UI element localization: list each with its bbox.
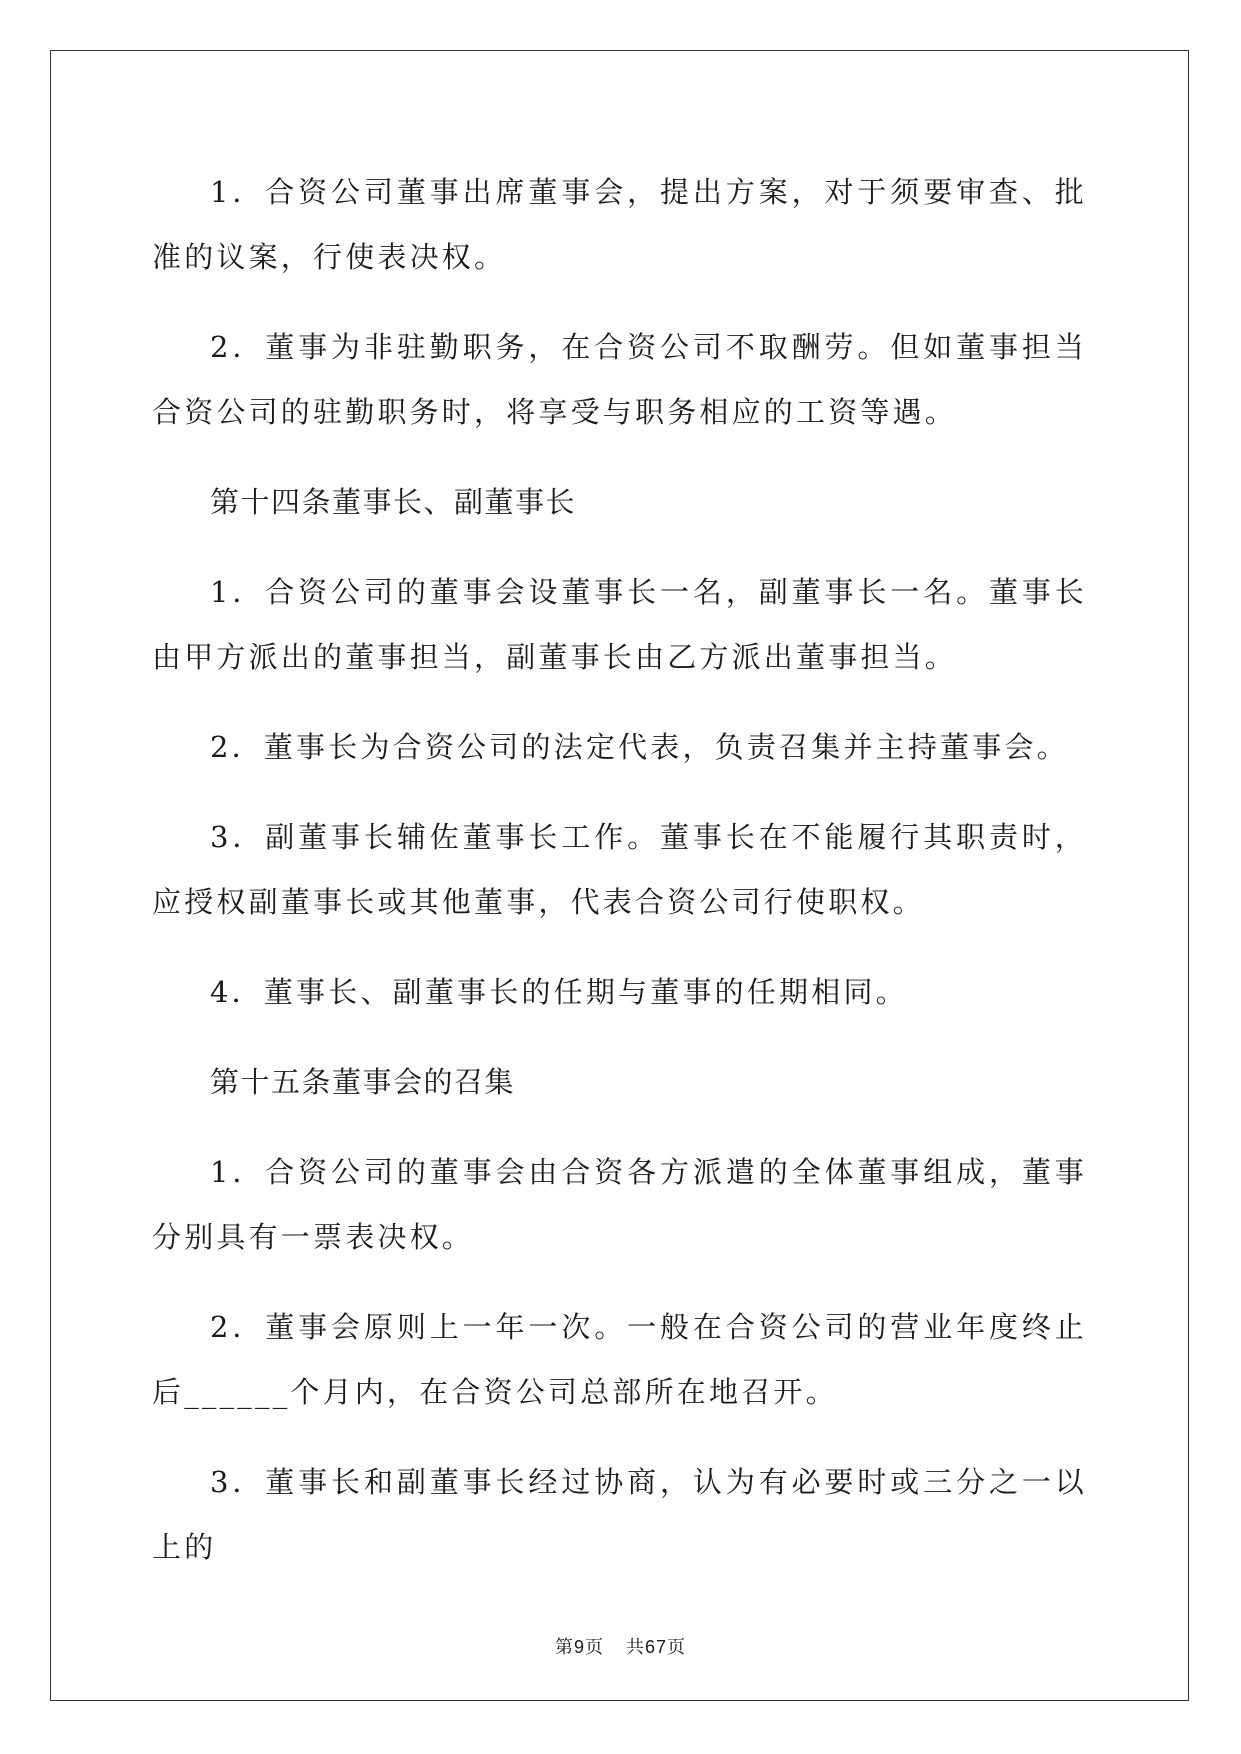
document-body [152, 160, 1087, 1580]
total-suffix: 页 [667, 1637, 687, 1658]
article-15-heading: 第十五条董事会的召集 [210, 1065, 516, 1099]
paragraph-2: 2．董事为非驻勤职务，在合资公司不取酬劳。但如董事担当合资公司的驻勤职务时，将享受与职务相应的工资等遇。 [152, 330, 1087, 429]
paragraph-4: 2．董事长为合资公司的法定代表，负责召集并主持董事会。 [210, 730, 1069, 764]
paragraph-3: 1．合资公司的董事会设董事长一名，副董事长一名。董事长由甲方派出的董事担当，副董事长由乙方派出董事担当。 [152, 575, 1087, 674]
page-prefix: 第 [554, 1637, 574, 1658]
total-prefix: 共 [625, 1637, 645, 1658]
paragraph-9: 3．董事长和副董事长经过协商，认为有必要时或三分之一以上的 [152, 1465, 1087, 1564]
paragraph-8: 2．董事会原则上一年一次。一般在合资公司的营业年度终止后______个月内，在合资公司总部所在地召开。 [152, 1310, 1087, 1409]
page-suffix: 页 [584, 1637, 604, 1658]
paragraph-7: 1．合资公司的董事会由合资各方派遣的全体董事组成，董事分别具有一票表决权。 [152, 1155, 1087, 1254]
article-14-heading: 第十四条董事长、副董事长 [210, 485, 577, 519]
page-footer [0, 1633, 1241, 1659]
paragraph-5: 3．副董事长辅佐董事长工作。董事长在不能履行其职责时，应授权副董事长或其他董事，代表合资公司行使职权。 [152, 820, 1087, 919]
page-number: 9 [573, 1637, 585, 1657]
total-pages: 67 [644, 1637, 668, 1657]
paragraph-6: 4．董事长、副董事长的任期与董事的任期相同。 [210, 975, 908, 1009]
paragraph-1: 1．合资公司董事出席董事会，提出方案，对于须要审查、批准的议案，行使表决权。 [152, 175, 1087, 274]
